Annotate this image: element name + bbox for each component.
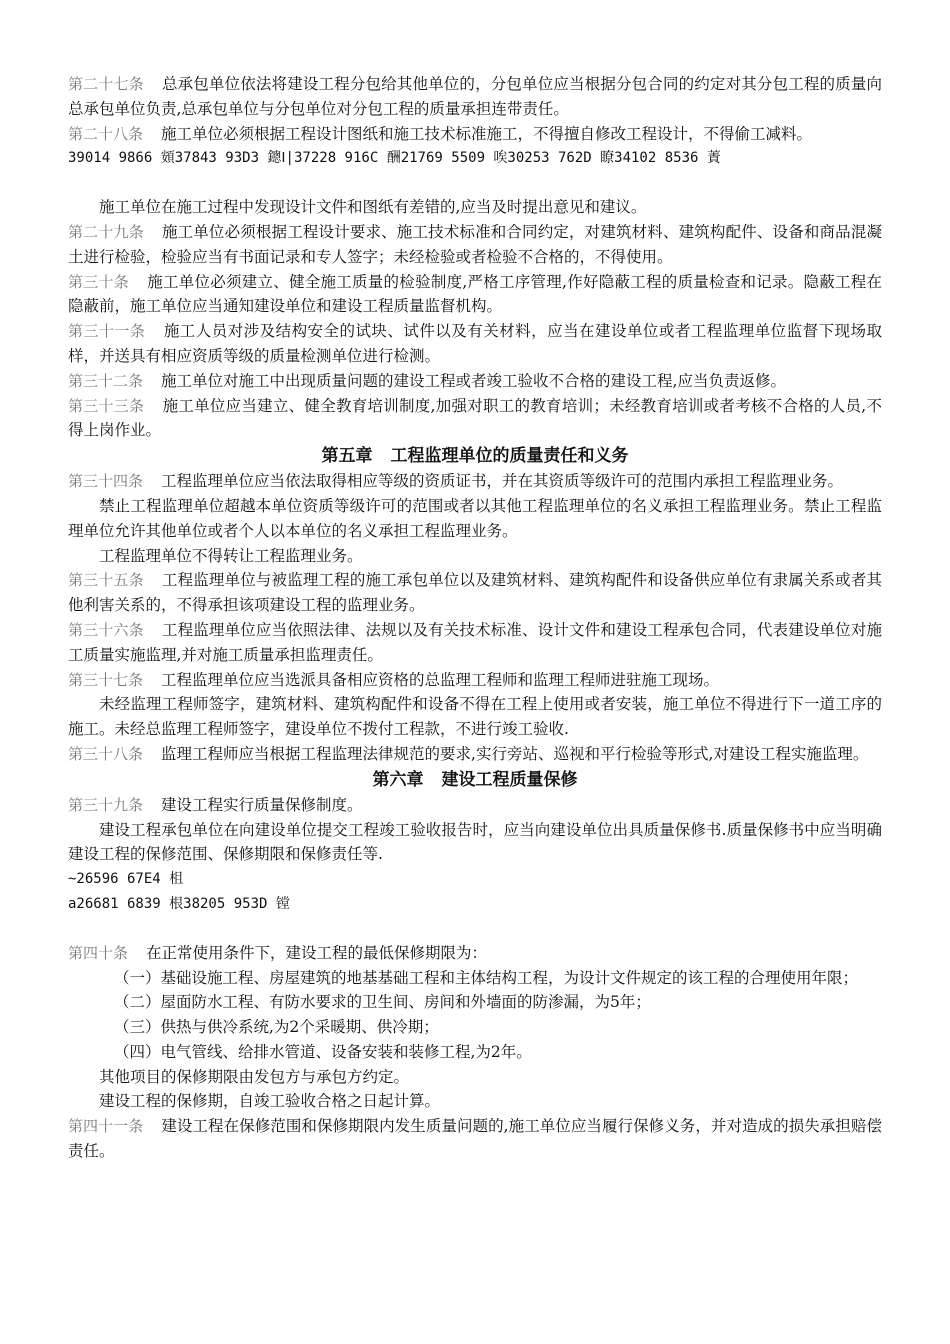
article-number: 第二十八条: [68, 124, 144, 143]
article-number: 第二十九条: [68, 222, 144, 241]
article-paragraph: [68, 568, 882, 618]
article-number: 第二十七条: [68, 75, 144, 93]
article-number: 第三十四条: [68, 472, 144, 491]
article-text: 在正常使用条件下，建设工程的最低保修期限为：: [146, 943, 488, 962]
article-paragraph: [68, 394, 882, 444]
article-paragraph: [68, 742, 882, 767]
list-item-paragraph: （四）电气管线、给排水管道、设备安装和装修工程,为2年。: [114, 1042, 532, 1061]
body-paragraph: 未经监理工程师签字，建筑材料、建筑构配件和设备不得在工程上使用或者安装，施工单位不得进行下一道工序的施工。未经总监理工程师签字，建设单位不拨付工程款，不进行竣工验收.: [68, 695, 882, 739]
body-paragraph: 建设工程的保修期，自竣工验收合格之日起计算。: [99, 1092, 441, 1111]
body-paragraph: 建设工程承包单位在向建设单位提交工程竣工验收报告时，应当向建设单位出具质量保修书.质量保修书中应当明确建设工程的保修范围、保修期限和保修责任等.: [68, 820, 882, 864]
article-paragraph: [68, 618, 882, 668]
article-number: 第三十一条: [68, 322, 146, 341]
chapter-number: 第六章: [372, 769, 424, 790]
chapter-heading: [68, 767, 882, 793]
article-text: 施工单位必须根据工程设计图纸和施工技术标准施工，不得擅自修改工程设计，不得偷工减料。: [161, 124, 813, 143]
article-number: 第三十六条: [68, 620, 144, 639]
article-number: 第三十三条: [68, 396, 145, 415]
garbled-code-line: 39014 9866 頞37843 93D3 鏓Ⅰ|37228 916C 酬21769 5509 唉30253 762D 瞭34102 8536 蔶: [68, 150, 721, 167]
article-number: 第三十七条: [68, 670, 144, 689]
article-number: 第三十二条: [68, 371, 144, 390]
list-item-paragraph: （二）屋面防水工程、有防水要求的卫生间、房间和外墙面的防渗漏，为5年；: [114, 993, 651, 1012]
body-paragraph: 施工单位在施工过程中发现设计文件和图纸有差错的,应当及时提出意见和建议。: [99, 198, 647, 217]
article-number: 第三十八条: [68, 744, 144, 763]
body-paragraph: 禁止工程监理单位超越本单位资质等级许可的范围或者以其他工程监理单位的名义承担工程监理业务。禁止工程监理单位允许其他单位或者个人以本单位的名义承担工程监理业务。: [68, 496, 882, 540]
article-paragraph: [68, 1114, 882, 1164]
body-paragraph: 其他项目的保修期限由发包方与承包方约定。: [99, 1067, 410, 1086]
article-number: 第三十五条: [68, 571, 144, 590]
article-number: 第四十一条: [68, 1117, 144, 1136]
blank-line: [68, 171, 882, 195]
article-text: 工程监理单位与被监理工程的施工承包单位以及建筑材料、建筑构配件和设备供应单位有隶属关系或者其他利害关系的，不得承担该项建设工程的监理业务。: [68, 571, 882, 615]
article-text: 施工单位对施工中出现质量问题的建设工程或者竣工验收不合格的建设工程,应当负责返修。: [161, 371, 786, 390]
article-number: 第三十条: [68, 272, 130, 291]
article-text: 施工单位必须根据工程设计要求、施工技术标准和合同约定，对建筑材料、建筑构配件、设备和商品混凝土进行检验，检验应当有书面记录和专人签字；未经检验或者检验不合格的，不得使用。: [68, 222, 882, 266]
article-number: 第三十九条: [68, 795, 144, 814]
article-paragraph: [68, 469, 882, 494]
article-text: 施工单位应当建立、健全教育培训制度,加强对职工的教育培训；未经教育培训或者考核不合格的人员,不得上岗作业。: [68, 396, 882, 440]
chapter-number: 第五章: [321, 446, 373, 467]
list-item-paragraph: （三）供热与供冷系统,为2个采暖期、供冷期；: [114, 1018, 439, 1037]
article-paragraph: [68, 122, 882, 147]
article-text: 施工人员对涉及结构安全的试块、试件以及有关材料，应当在建设单位或者工程监理单位监督下现场取样，并送具有相应资质等级的质量检测单位进行检测。: [68, 322, 882, 365]
article-paragraph: [68, 319, 882, 369]
article-text: 总承包单位依法将建设工程分包给其他单位的，分包单位应当根据分包合同的约定对其分包工程的质量向总承包单位负责,总承包单位与分包单位对分包工程的质量承担连带责任。: [68, 75, 882, 118]
article-paragraph: [68, 270, 882, 320]
article-text: 施工单位必须建立、健全施工质量的检验制度,严格工序管理,作好隐蔽工程的质量检查和记录。隐蔽工程在隐蔽前，施工单位应当通知建设单位和建设工程质量监督机构。: [68, 272, 882, 316]
article-text: 监理工程师应当根据工程监理法律规范的要求,实行旁站、巡视和平行检验等形式,对建设工程实施监理。: [161, 744, 869, 763]
article-number: 第四十条: [68, 943, 129, 962]
article-paragraph: [68, 369, 882, 394]
article-paragraph: [68, 668, 882, 693]
article-text: 建设工程在保修范围和保修期限内发生质量问题的,施工单位应当履行保修义务，并对造成的损失承担赔偿责任。: [68, 1117, 882, 1161]
article-paragraph: [68, 941, 882, 966]
article-text: 工程监理单位应当依法取得相应等级的资质证书，并在其资质等级许可的范围内承担工程监理业务。: [161, 472, 844, 491]
article-text: 建设工程实行质量保修制度。: [161, 795, 363, 814]
list-item-paragraph: （一）基础设施工程、房屋建筑的地基基础工程和主体结构工程，为设计文件规定的该工程的合理使用年限；: [114, 968, 859, 987]
article-text: 工程监理单位应当选派具备相应资格的总监理工程师和监理工程师进驻施工现场。: [161, 670, 720, 689]
blank-line: [68, 917, 882, 941]
document-page: [68, 72, 882, 1164]
article-paragraph: [68, 220, 882, 270]
article-text: 工程监理单位应当依照法律、法规以及有关技术标准、设计文件和建设工程承包合同，代表建设单位对施工质量实施监理,并对施工质量承担监理责任。: [68, 620, 882, 664]
chapter-title: 工程监理单位的质量责任和义务: [390, 446, 629, 467]
chapter-heading: [68, 443, 882, 469]
body-paragraph: 工程监理单位不得转让工程监理业务。: [99, 546, 363, 565]
article-paragraph: [68, 793, 882, 818]
article-paragraph: [68, 72, 882, 122]
garbled-code-line: ~26596 67E4 柤: [68, 871, 184, 888]
garbled-code-line: a26681 6839 根38205 953D 镗: [68, 895, 290, 912]
chapter-title: 建设工程质量保修: [441, 769, 578, 790]
